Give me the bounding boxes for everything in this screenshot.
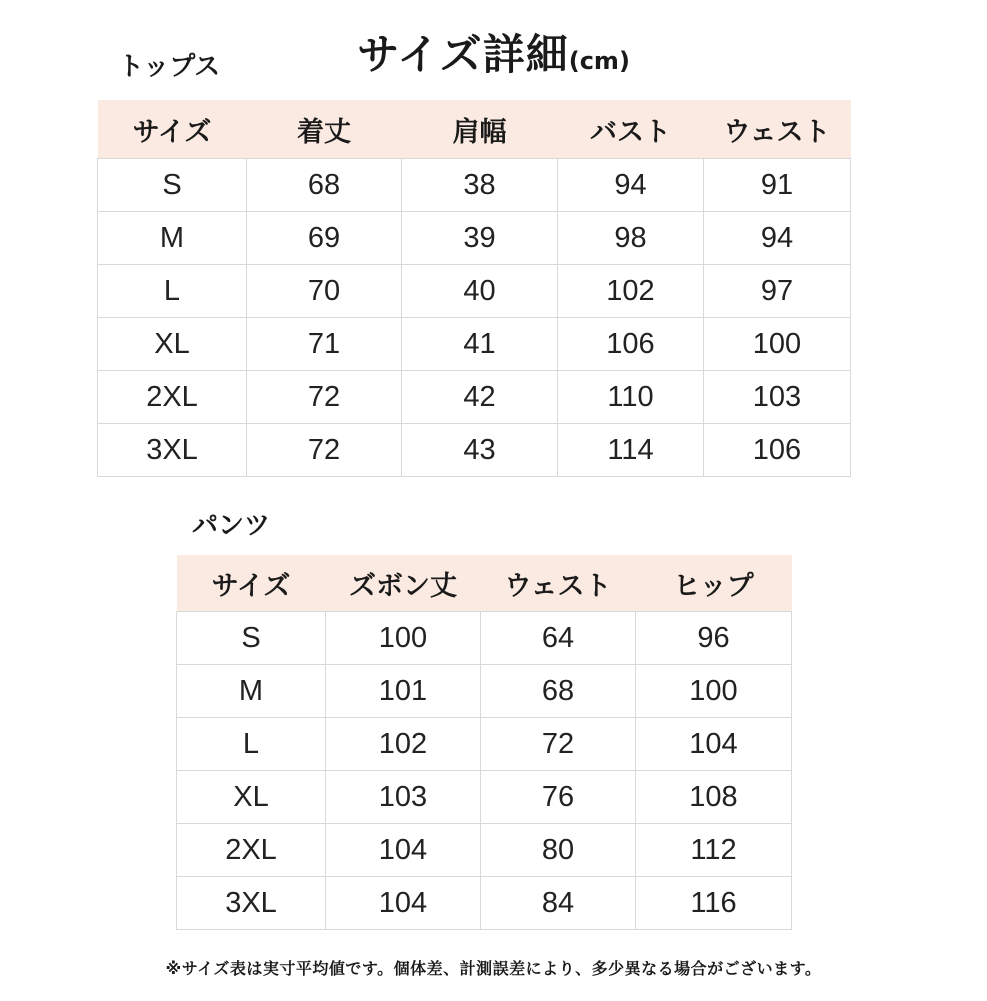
table-cell: 106 bbox=[558, 318, 704, 371]
table-cell: 94 bbox=[704, 212, 851, 265]
table-cell: 102 bbox=[558, 265, 704, 318]
table-row bbox=[177, 665, 792, 718]
table-cell: 100 bbox=[704, 318, 851, 371]
table-cell: 72 bbox=[247, 371, 402, 424]
table-cell: S bbox=[98, 159, 247, 212]
table-cell: 2XL bbox=[98, 371, 247, 424]
table-row bbox=[98, 265, 851, 318]
table-cell: 41 bbox=[402, 318, 558, 371]
table-cell: 97 bbox=[704, 265, 851, 318]
table-cell: 114 bbox=[558, 424, 704, 477]
table-cell: 100 bbox=[636, 665, 792, 718]
table-cell: 84 bbox=[481, 877, 636, 930]
table-cell: M bbox=[177, 665, 326, 718]
pants-header-size: サイズ bbox=[177, 555, 326, 612]
pants-header-waist: ウェスト bbox=[481, 555, 636, 612]
table-cell: XL bbox=[98, 318, 247, 371]
tops-section-label: トップス bbox=[118, 52, 221, 82]
table-cell: 40 bbox=[402, 265, 558, 318]
table-cell: 71 bbox=[247, 318, 402, 371]
table-cell: 108 bbox=[636, 771, 792, 824]
table-cell: L bbox=[177, 718, 326, 771]
tops-header-row bbox=[98, 100, 851, 159]
table-cell: 101 bbox=[326, 665, 481, 718]
table-row bbox=[98, 424, 851, 477]
table-row bbox=[98, 318, 851, 371]
table-cell: 64 bbox=[481, 612, 636, 665]
table-cell: 72 bbox=[247, 424, 402, 477]
table-cell: 104 bbox=[636, 718, 792, 771]
table-cell: 106 bbox=[704, 424, 851, 477]
table-row bbox=[177, 771, 792, 824]
table-cell: 103 bbox=[704, 371, 851, 424]
table-cell: 103 bbox=[326, 771, 481, 824]
table-cell: 116 bbox=[636, 877, 792, 930]
table-cell: S bbox=[177, 612, 326, 665]
table-cell: 38 bbox=[402, 159, 558, 212]
table-cell: 91 bbox=[704, 159, 851, 212]
table-cell: M bbox=[98, 212, 247, 265]
table-cell: 104 bbox=[326, 824, 481, 877]
table-cell: 94 bbox=[558, 159, 704, 212]
table-row bbox=[177, 718, 792, 771]
size-footnote: ※サイズ表は実寸平均値です。個体差、計測誤差により、多少異なる場合がございます。 bbox=[165, 959, 822, 978]
table-cell: XL bbox=[177, 771, 326, 824]
table-row bbox=[98, 159, 851, 212]
table-cell: 68 bbox=[247, 159, 402, 212]
table-row bbox=[177, 824, 792, 877]
page-title-text: サイズ詳細 bbox=[357, 30, 569, 79]
table-cell: 43 bbox=[402, 424, 558, 477]
table-row bbox=[177, 612, 792, 665]
table-cell: 98 bbox=[558, 212, 704, 265]
table-cell: 112 bbox=[636, 824, 792, 877]
table-cell: 96 bbox=[636, 612, 792, 665]
table-cell: 70 bbox=[247, 265, 402, 318]
table-row bbox=[98, 212, 851, 265]
table-cell: 68 bbox=[481, 665, 636, 718]
table-cell: 3XL bbox=[177, 877, 326, 930]
table-cell: 104 bbox=[326, 877, 481, 930]
pants-size-table bbox=[176, 555, 792, 930]
tops-header-bust: バスト bbox=[558, 100, 704, 159]
pants-header-row bbox=[177, 555, 792, 612]
page-title-unit: (cm) bbox=[568, 47, 630, 75]
table-cell: 3XL bbox=[98, 424, 247, 477]
table-cell: 2XL bbox=[177, 824, 326, 877]
tops-header-waist: ウェスト bbox=[704, 100, 851, 159]
table-cell: 72 bbox=[481, 718, 636, 771]
table-cell: 80 bbox=[481, 824, 636, 877]
table-row bbox=[177, 877, 792, 930]
table-cell: 100 bbox=[326, 612, 481, 665]
table-cell: 76 bbox=[481, 771, 636, 824]
table-cell: 42 bbox=[402, 371, 558, 424]
tops-header-length: 着丈 bbox=[247, 100, 402, 159]
pants-header-length: ズボン丈 bbox=[326, 555, 481, 612]
table-cell: L bbox=[98, 265, 247, 318]
table-cell: 102 bbox=[326, 718, 481, 771]
pants-section-label: パンツ bbox=[192, 511, 271, 541]
tops-size-table bbox=[97, 100, 851, 477]
tops-header-size: サイズ bbox=[98, 100, 247, 159]
table-cell: 69 bbox=[247, 212, 402, 265]
tops-header-shoulder: 肩幅 bbox=[402, 100, 558, 159]
table-row bbox=[98, 371, 851, 424]
pants-header-hip: ヒップ bbox=[636, 555, 792, 612]
table-cell: 39 bbox=[402, 212, 558, 265]
table-cell: 110 bbox=[558, 371, 704, 424]
